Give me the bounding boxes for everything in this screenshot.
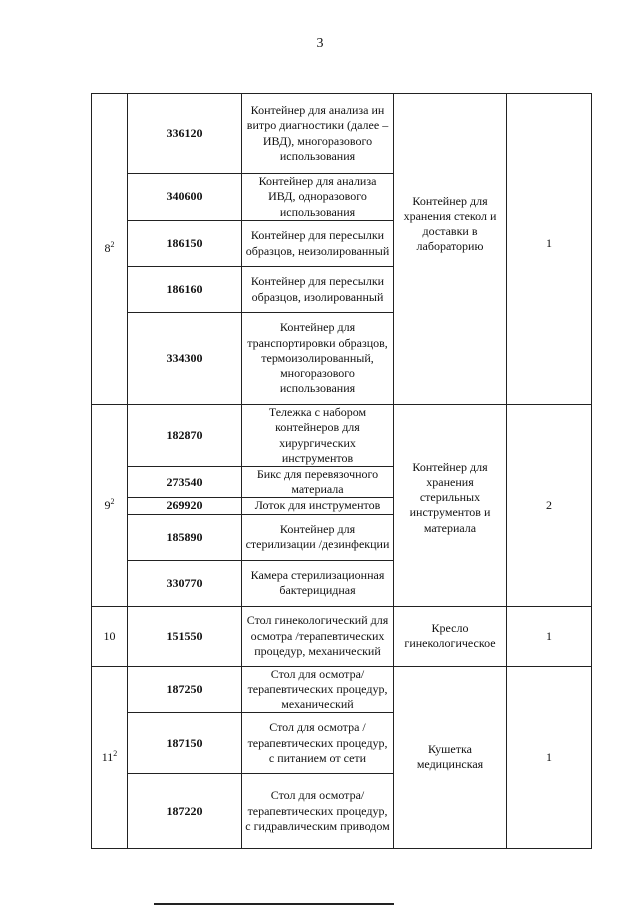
row-number-cell: $9^2$	[92, 405, 128, 607]
item-description: Тележка с набором контейнеров для хирургических инструментов	[242, 405, 394, 467]
item-description: Контейнер для пересылки образцов, неизолированный	[242, 221, 394, 267]
item-code: 269920	[128, 498, 242, 514]
group-description: Контейнер для хранения стерильных инструментов и материала	[394, 405, 507, 607]
item-description: Стол для осмотра/терапевтических процедур, с гидравлическим приводом	[242, 774, 394, 849]
page-number: 3	[316, 36, 324, 51]
item-code: 185890	[128, 514, 242, 560]
item-description: Камера стерилизационная бактерицидная	[242, 560, 394, 606]
item-code: 151550	[128, 606, 242, 666]
item-description: Стол для осмотра/терапевтических процедур, механический	[242, 666, 394, 713]
item-description: Контейнер для анализа ин витро диагностики (далее – ИВД), многоразового использования	[242, 94, 394, 174]
item-code: 182870	[128, 405, 242, 467]
table-row	[92, 606, 592, 666]
item-code: 273540	[128, 467, 242, 498]
group-description: Кресло гинекологическое	[394, 606, 507, 666]
quantity-cell: 1	[507, 606, 592, 666]
item-description: Стол для осмотра /терапевтических процедур, с питанием от сети	[242, 713, 394, 774]
item-code: 340600	[128, 174, 242, 221]
row-number-cell: $11^2$	[92, 666, 128, 849]
quantity-cell: 1	[507, 94, 592, 405]
item-description: Лоток для инструментов	[242, 498, 394, 514]
item-description: Контейнер для транспортировки образцов, термоизолированный, многоразового использования	[242, 313, 394, 405]
table-row	[92, 405, 592, 467]
row-number-cell: $8^2$	[92, 94, 128, 405]
item-description: Контейнер для пересылки образцов, изолированный	[242, 267, 394, 313]
quantity-cell: 2	[507, 405, 592, 607]
group-description: Контейнер для хранения стекол и доставки в лабораторию	[394, 94, 507, 405]
table-row	[92, 94, 592, 174]
item-description: Стол гинекологический для осмотра /терапевтических процедур, механический	[242, 606, 394, 666]
item-code: 186150	[128, 221, 242, 267]
item-code: 187150	[128, 713, 242, 774]
quantity-cell: 1	[507, 666, 592, 849]
table-row	[92, 666, 592, 713]
item-code: 330770	[128, 560, 242, 606]
item-description: Бикс для перевязочного материала	[242, 467, 394, 498]
item-code: 334300	[128, 313, 242, 405]
row-number-cell: 10	[92, 606, 128, 666]
item-code: 187250	[128, 666, 242, 713]
equipment-table	[91, 93, 592, 849]
item-description: Контейнер для анализа ИВД, одноразового использования	[242, 174, 394, 221]
item-code: 187220	[128, 774, 242, 849]
item-description: Контейнер для стерилизации /дезинфекции	[242, 514, 394, 560]
item-code: 336120	[128, 94, 242, 174]
group-description: Кушетка медицинская	[394, 666, 507, 849]
item-code: 186160	[128, 267, 242, 313]
